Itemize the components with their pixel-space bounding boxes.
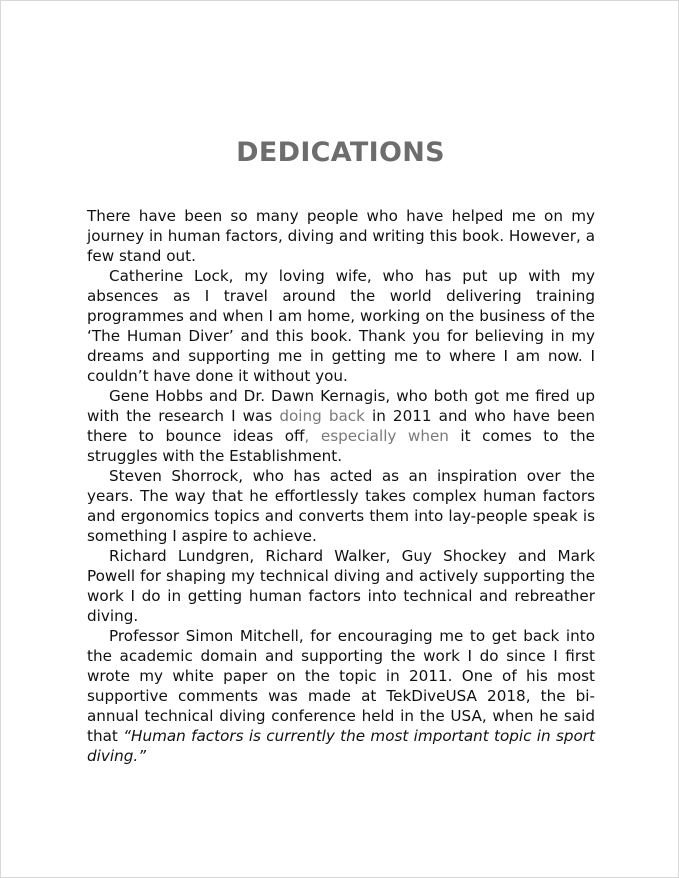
dedication-simon-mitchell: [87, 626, 595, 766]
dedication-hobbs-kernagis-text-b: doing back: [279, 407, 365, 425]
dedication-simon-mitchell-text: Professor Simon Mitchell, for encouraging me to get back into the academic domain and supporting the work I do since I first wrote my white paper on the topic in 2011. One of his most supportive comments was made at TekDiveUSA 2018, the bi-annual technical diving conference held in the USA, when he said that: [87, 627, 595, 745]
dedication-catherine-lock: Catherine Lock, my loving wife, who has put up with my absences as I travel around the world delivering training programmes and when I am home, working on the business of the ‘The Human Diver’ and this book. Thank you for believing in my dreams and supporting me in getting me to where I am now. I couldn’t have done it without you.: [87, 267, 595, 385]
dedication-hobbs-kernagis: [87, 386, 595, 466]
dedication-hobbs-kernagis-text-d: , especially when: [304, 427, 449, 445]
dedication-steven-shorrock: Steven Shorrock, who has acted as an inspiration over the years. The way that he effortlessly takes complex human factors and ergonomics topics and converts them into lay-people speak is something I aspire to achieve.: [87, 467, 595, 545]
page-title: DEDICATIONS: [236, 137, 445, 168]
intro-paragraph: There have been so many people who have helped me on my journey in human factors, diving and writing this book. However, a few stand out.: [87, 207, 595, 265]
dedication-hobbs-kernagis-text-a: Gene Hobbs and Dr. Dawn Kernagis, who both got me fired up with the research I was: [87, 387, 595, 425]
mitchell-quote: “Human factors is currently the most important topic in sport diving.”: [87, 727, 595, 765]
dedications-body: [87, 206, 595, 766]
dedication-technical-divers: Richard Lundgren, Richard Walker, Guy Shockey and Mark Powell for shaping my technical diving and actively supporting the work I do in getting human factors into technical and rebreather diving.: [87, 547, 595, 625]
dedication-hobbs-kernagis-text-c: in 2011 and who have been there to bounce ideas off: [87, 407, 596, 445]
dedication-hobbs-kernagis-text-e: it comes to the struggles with the Establishment.: [87, 427, 595, 465]
